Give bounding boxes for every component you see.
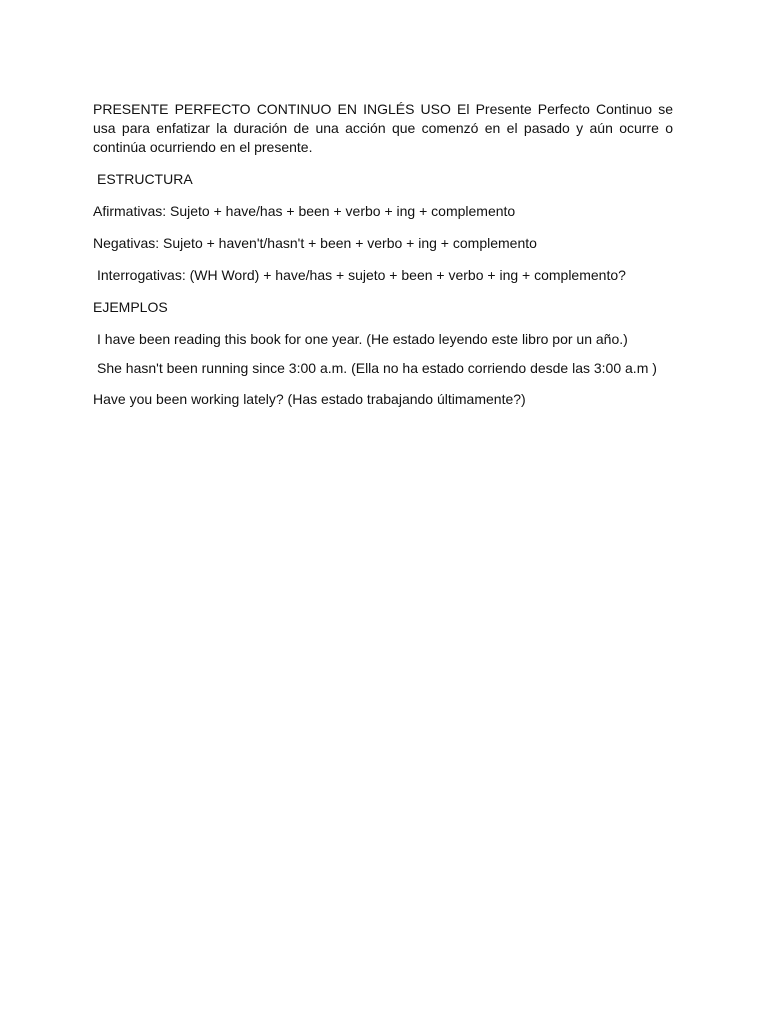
afirmativas-line: Afirmativas: Sujeto + have/has + been + verbo + ing + complemento — [93, 203, 516, 219]
negativas-line: Negativas: Sujeto + haven't/hasn't + been + verbo + ing + complemento — [93, 235, 537, 251]
ejemplos-heading: EJEMPLOS — [93, 299, 168, 315]
example-line: Have you been working lately? (Has estado trabajando últimamente?) — [93, 391, 526, 407]
estructura-heading: ESTRUCTURA — [97, 171, 193, 187]
intro-paragraph: PRESENTE PERFECTO CONTINUO EN INGLÉS USO El Presente Perfecto Continuo se usa para enfatizar la duración de una acción que comenzó en el pasado y aún ocurre o continúa ocurriendo en el presente. — [93, 101, 673, 155]
example-line: I have been reading this book for one year. (He estado leyendo este libro por un año.) — [97, 331, 628, 347]
document-page — [93, 100, 673, 409]
example-line: She hasn't been running since 3:00 a.m. (Ella no ha estado corriendo desde las 3:00 a.m ) — [97, 360, 657, 376]
interrogativas-line: Interrogativas: (WH Word) + have/has + sujeto + been + verbo + ing + complemento? — [97, 267, 626, 283]
